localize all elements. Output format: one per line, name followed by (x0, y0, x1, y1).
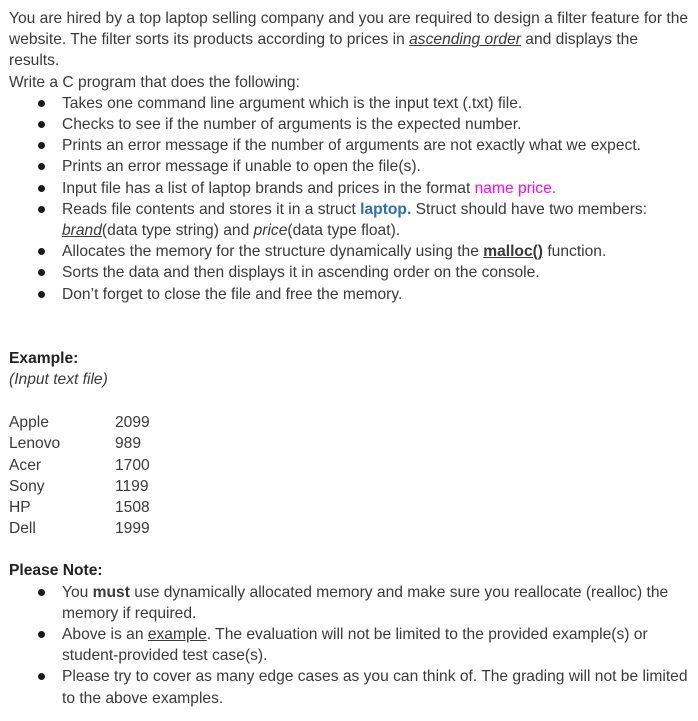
example-emphasis: example (147, 626, 207, 644)
table-row (9, 497, 150, 518)
list-item: Please try to cover as many edge cases as you can think of. The grading will not be limited to the above examples. (62, 666, 692, 708)
list-item-text: Allocates the memory for the structure dynamically using the (62, 243, 484, 261)
requirements-list (9, 93, 692, 305)
brand-cell: HP (9, 499, 31, 517)
table-row (9, 412, 150, 433)
list-item: Checks to see if the number of arguments is the expected number. (62, 114, 692, 135)
struct-name-highlight: laptop. (360, 200, 412, 218)
list-item-text: You (62, 583, 93, 601)
list-item: Sorts the data and then displays it in ascending order on the console. (62, 262, 692, 283)
list-item-text: function. (543, 243, 607, 261)
list-item (62, 582, 692, 624)
price-member: price (253, 222, 288, 240)
list-item-text: Reads file contents and stores it in a struct (62, 200, 361, 218)
list-item: Takes one command line argument which is the input text (.txt) file. (62, 93, 692, 114)
must-emphasis: must (92, 583, 130, 601)
example-subheading: (Input text file) (9, 371, 108, 389)
brand-cell: Apple (9, 414, 49, 432)
price-cell: 2099 (115, 414, 150, 432)
list-item-text: . The evaluation will not be limited to the provided example(s) or student-provided test case(s). (62, 626, 648, 665)
price-cell: 1508 (115, 499, 150, 517)
example-table (9, 412, 150, 539)
intro-text-end: and displays the results. (9, 31, 638, 70)
price-cell: 1700 (115, 456, 150, 474)
table-row (9, 433, 150, 454)
brand-member: brand (62, 222, 102, 240)
list-item-text: Input file has a list of laptop brands and prices in the format (62, 179, 475, 197)
ascending-order-emphasis: ascending order (409, 31, 521, 49)
list-item-text: (data type string) and (101, 222, 254, 240)
table-row (9, 476, 150, 497)
list-item-text: Above is an (62, 626, 148, 644)
price-cell: 989 (115, 435, 142, 453)
list-item (62, 624, 692, 666)
price-cell: 1999 (115, 520, 150, 538)
list-item-text: Struct should have two members: (411, 200, 648, 218)
list-item (62, 178, 692, 199)
format-highlight: name price. (474, 179, 557, 197)
list-item (62, 241, 692, 262)
brand-cell: Acer (9, 456, 42, 474)
list-item: Prints an error message if the number of arguments are not exactly what we expect. (62, 135, 692, 156)
example-heading: Example: (9, 349, 79, 367)
intro-paragraph (9, 8, 692, 72)
list-item-text: (data type float). (287, 222, 401, 240)
table-row (9, 455, 150, 476)
malloc-highlight: malloc() (483, 243, 544, 261)
list-item: Don’t forget to close the file and free the memory. (62, 284, 692, 305)
notes-list (9, 582, 692, 709)
price-cell: 1199 (115, 477, 149, 495)
intro-text: You are hired by a top laptop selling company and you are required to design a filter feature for the website. The filter sorts its products according to prices in (9, 10, 689, 49)
note-heading: Please Note: (9, 562, 103, 580)
brand-cell: Lenovo (9, 435, 61, 453)
table-row (9, 518, 150, 539)
brand-cell: Dell (9, 520, 36, 538)
brand-cell: Sony (9, 477, 45, 495)
program-instruction: Write a C program that does the following: (9, 73, 300, 91)
list-item: Prints an error message if unable to open the file(s). (62, 156, 692, 177)
list-item (62, 199, 692, 241)
list-item-text: use dynamically allocated memory and make sure you reallocate (realloc) the memory if required. (62, 583, 669, 622)
